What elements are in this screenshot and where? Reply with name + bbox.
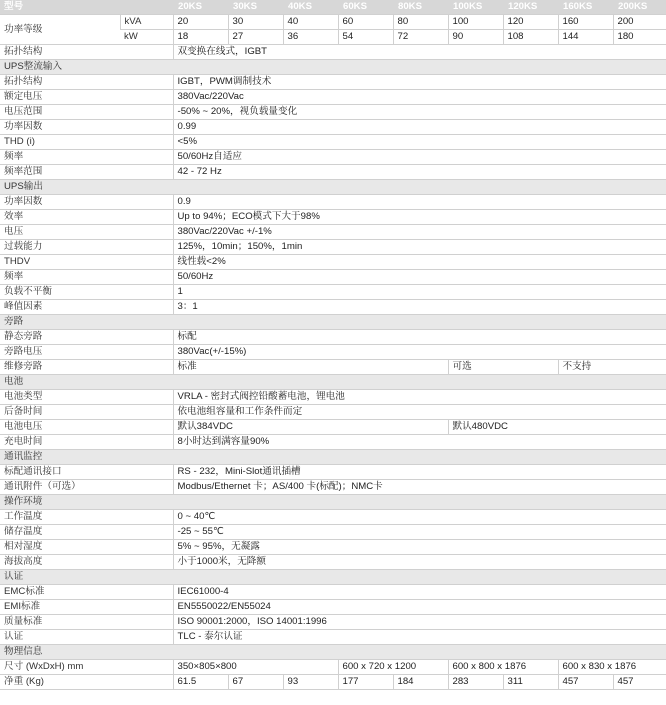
section-title: UPS输出 — [0, 180, 666, 195]
spec-row — [0, 135, 666, 150]
row-value: 依电池组容量和工作条件而定 — [173, 405, 666, 420]
spec-row — [0, 105, 666, 120]
row-label: 工作温度 — [0, 510, 173, 525]
spec-row — [0, 270, 666, 285]
model-40ks: 40KS — [283, 0, 338, 15]
row-label: 功率因数 — [0, 195, 173, 210]
section-title: 操作环境 — [0, 495, 666, 510]
section-environment — [0, 495, 666, 510]
spec-row — [0, 600, 666, 615]
kw-value: 18 — [173, 30, 228, 45]
weight-value: 457 — [558, 675, 613, 690]
spec-row — [0, 300, 666, 315]
row-label: EMC标准 — [0, 585, 173, 600]
row-label: 旁路电压 — [0, 345, 173, 360]
kw-value: 72 — [393, 30, 448, 45]
row-label: 通讯附件（可选） — [0, 480, 173, 495]
row-value: 125%，10min；150%，1min — [173, 240, 666, 255]
spec-row — [0, 615, 666, 630]
spec-row — [0, 90, 666, 105]
spec-row — [0, 360, 666, 375]
kva-value: 100 — [448, 15, 503, 30]
model-label: 型号 — [0, 0, 173, 15]
row-label: 质量标准 — [0, 615, 173, 630]
row-label: 过载能力 — [0, 240, 173, 255]
weight-row — [0, 675, 666, 690]
row-value: VRLA - 密封式阀控铅酸蓄电池，锂电池 — [173, 390, 666, 405]
topology-row — [0, 45, 666, 60]
weight-value: 67 — [228, 675, 283, 690]
kva-value: 120 — [503, 15, 558, 30]
row-value: 1 — [173, 285, 666, 300]
spec-row — [0, 555, 666, 570]
row-value: -25 ~ 55℃ — [173, 525, 666, 540]
capacity-label: 功率等级 — [0, 15, 120, 45]
kw-value: 90 — [448, 30, 503, 45]
kva-value: 80 — [393, 15, 448, 30]
spec-row — [0, 510, 666, 525]
row-label: 充电时间 — [0, 435, 173, 450]
model-200ks: 200KS — [613, 0, 666, 15]
weight-value: 283 — [448, 675, 503, 690]
row-value: 小于1000米，无降额 — [173, 555, 666, 570]
spec-row — [0, 285, 666, 300]
model-100ks: 100KS — [448, 0, 503, 15]
row-label: 频率 — [0, 150, 173, 165]
dimension-row — [0, 660, 666, 675]
row-label: 维修旁路 — [0, 360, 173, 375]
row-value: TLC - 泰尔认证 — [173, 630, 666, 645]
kw-value: 180 — [613, 30, 666, 45]
kw-value: 54 — [338, 30, 393, 45]
row-value: 0.99 — [173, 120, 666, 135]
weight-value: 177 — [338, 675, 393, 690]
row-value: <5% — [173, 135, 666, 150]
spec-row — [0, 465, 666, 480]
row-label: 海拔高度 — [0, 555, 173, 570]
row-value: IGBT，PWM调制技术 — [173, 75, 666, 90]
row-value: IEC61000-4 — [173, 585, 666, 600]
spec-row — [0, 585, 666, 600]
spec-row — [0, 195, 666, 210]
kva-unit: kVA — [120, 15, 173, 30]
kva-value: 200 — [613, 15, 666, 30]
spec-row — [0, 435, 666, 450]
row-label: 频率范围 — [0, 165, 173, 180]
row-label: 认证 — [0, 630, 173, 645]
dimension-value: 350×805×800 — [173, 660, 338, 675]
row-label: THD (i) — [0, 135, 173, 150]
row-label: 拓扑结构 — [0, 75, 173, 90]
row-label: 静态旁路 — [0, 330, 173, 345]
spec-row — [0, 540, 666, 555]
spec-row — [0, 330, 666, 345]
spec-row — [0, 120, 666, 135]
row-value: 0 ~ 40℃ — [173, 510, 666, 525]
row-label: 电压 — [0, 225, 173, 240]
kva-value: 20 — [173, 15, 228, 30]
row-value: EN5550022/EN55024 — [173, 600, 666, 615]
section-title: 物理信息 — [0, 645, 666, 660]
row-value: RS - 232，Mini-Slot通讯插槽 — [173, 465, 666, 480]
kw-value: 144 — [558, 30, 613, 45]
spec-row — [0, 75, 666, 90]
spec-row — [0, 240, 666, 255]
row-label: 储存温度 — [0, 525, 173, 540]
spec-row — [0, 345, 666, 360]
kva-value: 160 — [558, 15, 613, 30]
battery-voltage-a: 默认384VDC — [173, 420, 448, 435]
section-title: 电池 — [0, 375, 666, 390]
row-value: ISO 90001:2000，ISO 14001:1996 — [173, 615, 666, 630]
row-label: 负载不平衡 — [0, 285, 173, 300]
kw-value: 36 — [283, 30, 338, 45]
row-label: 拓扑结构 — [0, 45, 173, 60]
dimension-value: 600 x 720 x 1200 — [338, 660, 448, 675]
row-value: 50/60Hz — [173, 270, 666, 285]
row-label: 后备时间 — [0, 405, 173, 420]
dimension-value: 600 x 830 x 1876 — [558, 660, 666, 675]
dimension-value: 600 x 800 x 1876 — [448, 660, 558, 675]
model-80ks: 80KS — [393, 0, 448, 15]
model-20ks: 20KS — [173, 0, 228, 15]
row-value: 双变换在线式，IGBT — [173, 45, 666, 60]
model-120ks: 120KS — [503, 0, 558, 15]
row-label: 电池电压 — [0, 420, 173, 435]
section-physical — [0, 645, 666, 660]
row-label: EMI标准 — [0, 600, 173, 615]
row-value: 42 - 72 Hz — [173, 165, 666, 180]
section-output — [0, 180, 666, 195]
row-label: 相对湿度 — [0, 540, 173, 555]
spec-row — [0, 210, 666, 225]
section-rectifier — [0, 60, 666, 75]
row-label: 电池类型 — [0, 390, 173, 405]
kva-value: 30 — [228, 15, 283, 30]
section-title: 旁路 — [0, 315, 666, 330]
maint-bypass-unsupported: 不支持 — [558, 360, 666, 375]
kw-value: 27 — [228, 30, 283, 45]
spec-row — [0, 165, 666, 180]
spec-row — [0, 405, 666, 420]
row-value: 50/60Hz自适应 — [173, 150, 666, 165]
kw-unit: kW — [120, 30, 173, 45]
section-bypass — [0, 315, 666, 330]
spec-row — [0, 420, 666, 435]
spec-row — [0, 390, 666, 405]
row-value: Up to 94%；ECO模式下大于98% — [173, 210, 666, 225]
section-battery — [0, 375, 666, 390]
kva-value: 40 — [283, 15, 338, 30]
section-comm — [0, 450, 666, 465]
row-value: 标配 — [173, 330, 666, 345]
spec-row — [0, 480, 666, 495]
model-160ks: 160KS — [558, 0, 613, 15]
kva-value: 60 — [338, 15, 393, 30]
battery-voltage-b: 默认480VDC — [448, 420, 666, 435]
row-value: Modbus/Ethernet 卡；AS/400 卡(标配)；NMC卡 — [173, 480, 666, 495]
maint-bypass-optional: 可选 — [448, 360, 558, 375]
row-value: 380Vac/220Vac +/-1% — [173, 225, 666, 240]
row-value: 380Vac/220Vac — [173, 90, 666, 105]
row-label: 尺寸 (WxDxH) mm — [0, 660, 173, 675]
row-label: 效率 — [0, 210, 173, 225]
row-label: 净重 (Kg) — [0, 675, 173, 690]
kw-value: 108 — [503, 30, 558, 45]
weight-value: 311 — [503, 675, 558, 690]
section-title: 通讯监控 — [0, 450, 666, 465]
row-label: THDV — [0, 255, 173, 270]
row-value: -50% ~ 20%，视负载量变化 — [173, 105, 666, 120]
section-certification — [0, 570, 666, 585]
spec-row — [0, 525, 666, 540]
model-30ks: 30KS — [228, 0, 283, 15]
spec-row — [0, 150, 666, 165]
row-label: 标配通讯接口 — [0, 465, 173, 480]
spec-row — [0, 630, 666, 645]
weight-value: 184 — [393, 675, 448, 690]
section-title: 认证 — [0, 570, 666, 585]
row-value: 380Vac(+/-15%) — [173, 345, 666, 360]
maint-bypass-standard: 标准 — [173, 360, 448, 375]
capacity-kva-row — [0, 15, 666, 30]
row-value: 5% ~ 95%，无凝露 — [173, 540, 666, 555]
model-60ks: 60KS — [338, 0, 393, 15]
row-label: 峰值因素 — [0, 300, 173, 315]
section-title: UPS整流输入 — [0, 60, 666, 75]
spec-row — [0, 225, 666, 240]
header-row — [0, 0, 666, 15]
row-value: 3：1 — [173, 300, 666, 315]
row-label: 功率因数 — [0, 120, 173, 135]
row-value: 0.9 — [173, 195, 666, 210]
row-label: 电压范围 — [0, 105, 173, 120]
row-label: 频率 — [0, 270, 173, 285]
row-value: 8小时达到满容量90% — [173, 435, 666, 450]
spec-row — [0, 255, 666, 270]
weight-value: 61.5 — [173, 675, 228, 690]
weight-value: 457 — [613, 675, 666, 690]
weight-value: 93 — [283, 675, 338, 690]
row-label: 额定电压 — [0, 90, 173, 105]
row-value: 线性载<2% — [173, 255, 666, 270]
